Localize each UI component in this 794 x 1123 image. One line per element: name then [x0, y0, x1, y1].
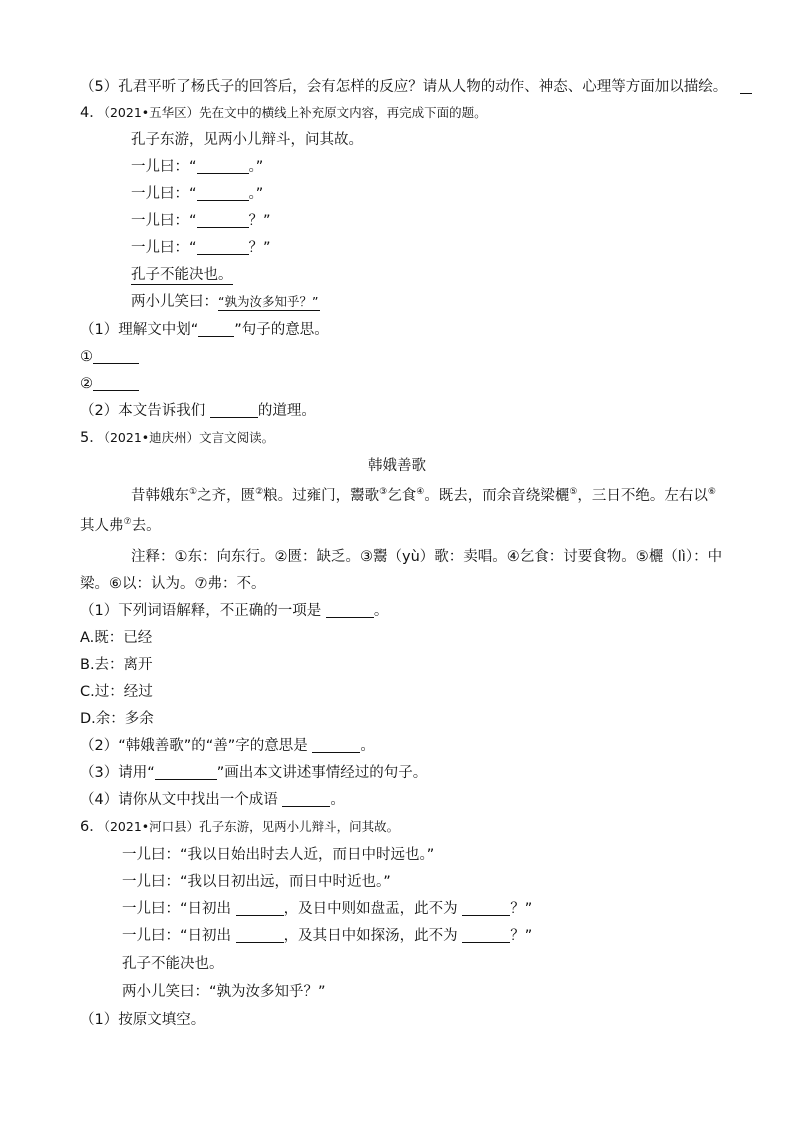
question-5-sub5: （5）孔君平听了杨氏子的回答后，会有怎样的反应？请从人物的动作、神态、心理等方面加以描绘。 [80, 77, 752, 97]
q4-passage-line-7: 两小儿笑曰：“孰为汝多知乎？” [131, 294, 319, 310]
option-b: B.去：离开 [80, 657, 153, 673]
q5-passage-line-1: 昔韩娥东①之齐，匮②粮。过雍门，鬻歌③乞食④。既去，而余音绕梁欐⑤，三日不绝。左右以⑥ [131, 487, 716, 504]
fill-blank[interactable] [197, 185, 249, 201]
q5-notes-line-2: 梁。⑥以：认为。⑦弗：不。 [80, 576, 266, 592]
q6-sub1: （1）按原文填空。 [80, 1012, 206, 1028]
fill-blank[interactable] [197, 239, 249, 255]
q6-passage-line-3: 一儿曰：“日初出 ，及日中则如盘盂，此不为 ？” [122, 901, 533, 917]
q4-passage-line-3: 一儿曰：“ 。” [131, 186, 264, 202]
answer-blank[interactable] [740, 78, 752, 94]
answer-blank[interactable] [93, 348, 139, 364]
option-a: A.既：已经 [80, 630, 153, 646]
q5-notes-line-1: 注释：①东：向东行。②匮：缺乏。③鬻（yù）歌：卖唱。④乞食：讨要食物。⑤欐（lì）：中 [131, 549, 723, 565]
q4-passage-line-1: 孔子东游，见两小儿辩斗，问其故。 [131, 132, 363, 148]
q5-sub2: （2）“韩娥善歌”的“善”字的意思是 。 [80, 738, 375, 754]
q4-passage-line-5: 一儿曰：“ ？” [131, 240, 271, 256]
option-d: D.余：多余 [80, 711, 154, 727]
answer-blank[interactable] [210, 402, 258, 418]
fill-blank[interactable] [236, 927, 284, 943]
q4-passage-line-4: 一儿曰：“ ？” [131, 213, 271, 229]
q6-passage-line-2: 一儿曰：“我以日初出远，而日中时近也。” [122, 874, 391, 890]
answer-blank[interactable] [326, 602, 374, 618]
q6-passage-line-5: 孔子不能决也。 [122, 956, 224, 972]
fill-blank[interactable] [197, 158, 249, 174]
answer-blank[interactable] [93, 375, 139, 391]
q4-sub1: （1）理解文中划“ ”句子的意思。 [80, 322, 329, 338]
passage-title: 韩娥善歌 [368, 458, 426, 474]
q4-sub2: （2）本文告诉我们 的道理。 [80, 403, 316, 419]
q4-sub1-answer-1: ① [80, 347, 139, 367]
q5-sub1: （1）下列词语解释，不正确的一项是 。 [80, 603, 389, 619]
q6-passage-line-6: 两小儿笑曰：“孰为汝多知乎？” [122, 984, 326, 1000]
q5-sub3: （3）请用“ ”画出本文讲述事情经过的句子。 [80, 765, 428, 781]
fill-blank[interactable] [236, 900, 284, 916]
question-4-header: 4．（2021•五华区）先在文中的横线上补充原文内容，再完成下面的题。 [80, 105, 487, 121]
question-5-header: 5．（2021•迪庆州）文言文阅读。 [80, 430, 275, 446]
q4-sub1-answer-2: ② [80, 374, 139, 394]
q6-passage-line-4: 一儿曰：“日初出 ，及其日中如探汤，此不为 ？” [122, 928, 533, 944]
q6-passage-line-1: 一儿曰：“我以日始出时去人近，而日中时远也。” [122, 847, 435, 863]
fill-blank[interactable] [462, 900, 510, 916]
fill-blank[interactable] [197, 212, 249, 228]
answer-blank[interactable] [282, 791, 330, 807]
q5-passage-line-2: 其人弗⑦去。 [80, 517, 161, 534]
q4-passage-line-6: 孔子不能决也。 [131, 267, 233, 283]
answer-blank[interactable] [312, 737, 360, 753]
option-c: C.过：经过 [80, 684, 153, 700]
q5-sub4: （4）请你从文中找出一个成语 。 [80, 792, 345, 808]
q4-passage-line-2: 一儿曰：“ 。” [131, 159, 264, 175]
question-6-header: 6．（2021•河口县）孔子东游，见两小儿辩斗，问其故。 [80, 819, 400, 835]
fill-blank[interactable] [462, 927, 510, 943]
